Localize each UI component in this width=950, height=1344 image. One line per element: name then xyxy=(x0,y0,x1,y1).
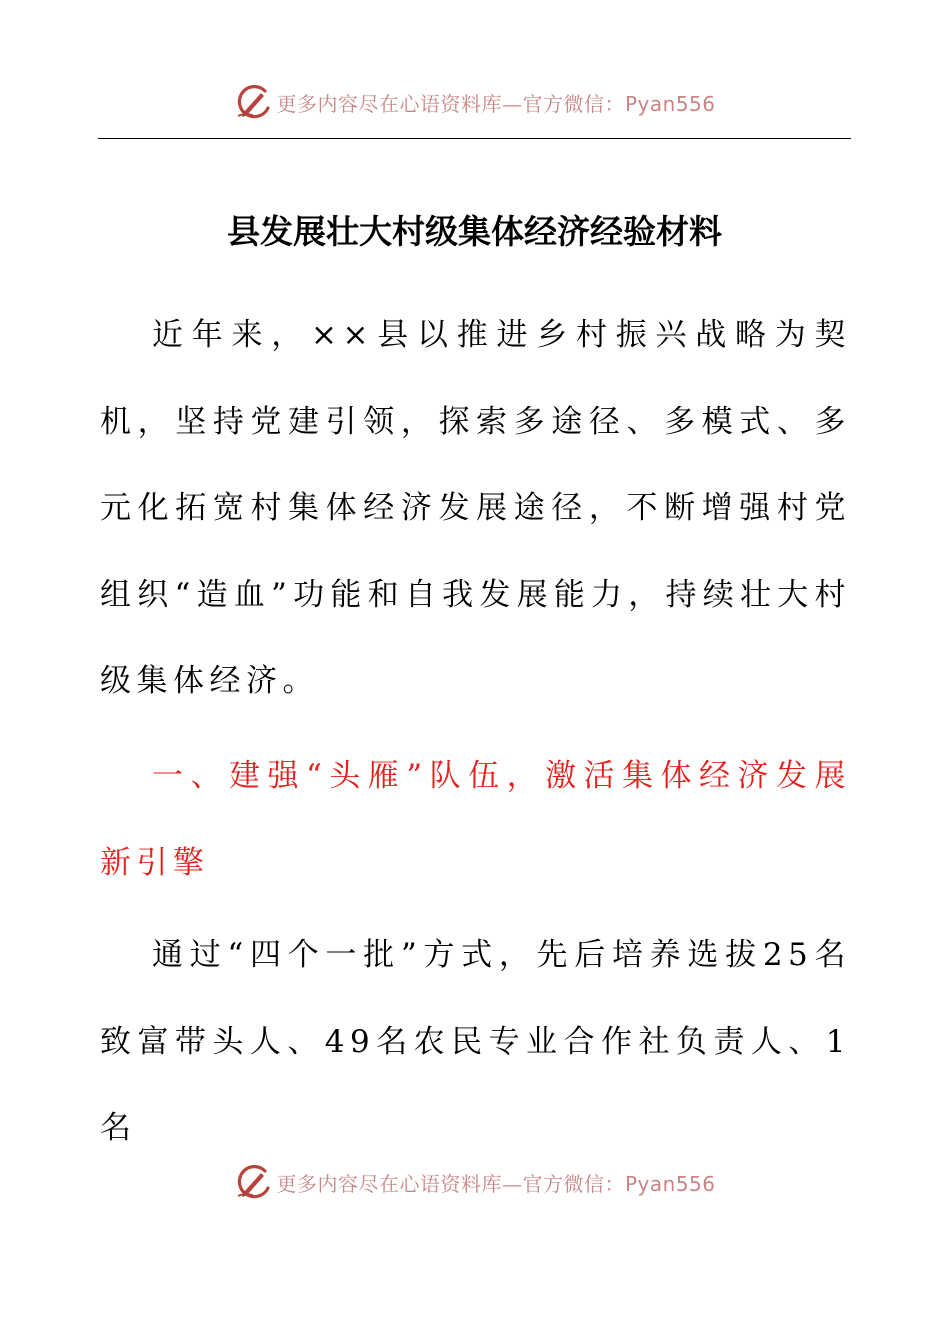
footer-banner xyxy=(0,1156,950,1208)
pen-circle-logo-icon xyxy=(234,1162,274,1202)
pen-circle-logo-icon xyxy=(234,82,274,122)
paragraph-section-1: 通过“四个一批”方式，先后培养选拔25名致富带头人、49名农民专业合作社负责人、1名 xyxy=(100,937,851,1146)
banner-wechat-id: Pyan556 xyxy=(624,1171,716,1196)
header-divider xyxy=(98,138,851,139)
paragraph-intro: 近年来，××县以推进乡村振兴战略为契机，坚持党建引领，探索多途径、多模式、多元化拓宽村集体经济发展途径，不断增强村党组织“造血”功能和自我发展能力，持续壮大村级集体经济。 xyxy=(100,317,851,699)
banner-text: 更多内容尽在心语资料库—官方微信：Pyan556 xyxy=(276,91,716,116)
banner-wechat-id: Pyan556 xyxy=(624,91,716,116)
banner-text: 更多内容尽在心语资料库—官方微信：Pyan556 xyxy=(276,1171,716,1196)
document-title: 县发展壮大村级集体经济经验材料 xyxy=(227,212,722,251)
section-heading-1: 一、建强“头雁”队伍，激活集体经济发展新引擎 xyxy=(100,758,851,881)
header-banner xyxy=(0,76,950,128)
